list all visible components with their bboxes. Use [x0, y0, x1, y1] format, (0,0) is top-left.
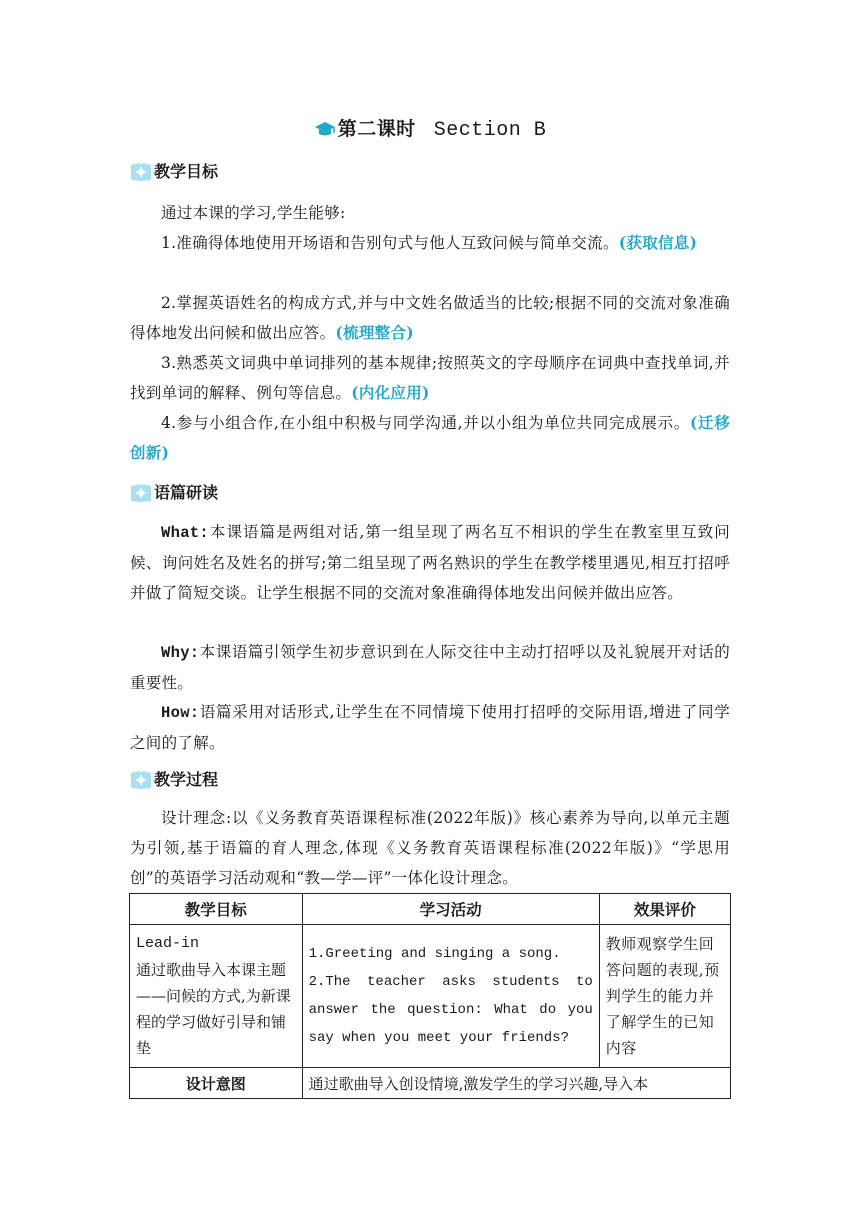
- goal-cell: [130, 925, 303, 1068]
- section-label: Section B: [433, 119, 547, 142]
- what-label: What:: [161, 524, 210, 542]
- reading-heading-text: 语篇研读: [154, 483, 219, 502]
- objective-2-tag: (梳理整合): [335, 323, 414, 342]
- objective-3-text: 3.熟悉英文词典中单词排列的基本规律;按照英文的字母顺序在词典中查找单词,并找到单词的解释、例句等信息。: [130, 354, 730, 402]
- header-activity: 学习活动: [302, 894, 599, 925]
- reading-heading: [130, 481, 218, 505]
- why-text: 本课语篇引领学生初步意识到在人际交往中主动打招呼以及礼貌展开对话的重要性。: [130, 643, 730, 692]
- objective-item-3: [130, 348, 730, 408]
- activity-1: 1.Greeting and singing a song.: [308, 946, 561, 962]
- process-heading-text: 教学过程: [154, 770, 219, 789]
- goal-text: 通过歌曲导入本课主题——问候的方式,为新课程的学习做好引导和铺垫: [136, 961, 291, 1057]
- objectives-intro: 通过本课的学习,学生能够:: [161, 204, 346, 222]
- process-heading: [130, 768, 218, 792]
- reading-how: [130, 697, 730, 758]
- header-evaluation: 效果评价: [599, 894, 730, 925]
- how-label: How:: [161, 704, 200, 722]
- objective-item-1: [130, 228, 730, 258]
- intent-row: [130, 1068, 731, 1099]
- lesson-plan-table: [129, 893, 731, 1099]
- how-text: 语篇采用对话形式,让学生在不同情境下使用打招呼的交际用语,增进了同学之间的了解。: [130, 703, 730, 752]
- objectives-heading: [130, 160, 218, 184]
- lesson-title: [0, 114, 860, 143]
- graduation-cap-icon: [314, 120, 336, 143]
- why-label: Why:: [161, 644, 200, 662]
- objective-1-tag: (获取信息): [618, 233, 698, 252]
- book-icon: [130, 162, 152, 189]
- objective-4-text: 4.参与小组合作,在小组中积极与同学沟通,并以小组为单位共同完成展示。: [161, 414, 690, 432]
- objective-3-tag: (内化应用): [351, 383, 430, 402]
- intent-text: 通过歌曲导入创设情境,激发学生的学习兴趣,导入本: [302, 1068, 730, 1099]
- table-row: [130, 925, 731, 1068]
- reading-why: [130, 637, 730, 698]
- objective-1-text: 1.准确得体地使用开场语和告别句式与他人互致问候与简单交流。: [161, 234, 619, 252]
- header-goal: 教学目标: [130, 894, 303, 925]
- activity-cell: [302, 925, 599, 1068]
- book-icon: [130, 770, 152, 797]
- activity-2: 2.The teacher asks students to answer the question: What do you say when you meet your friends?: [308, 974, 593, 1046]
- book-icon: [130, 483, 152, 510]
- reading-what: [130, 517, 730, 608]
- objectives-heading-text: 教学目标: [154, 162, 219, 181]
- lesson-label: 第二课时: [337, 118, 416, 140]
- objective-4-tag: (迁移创新): [130, 413, 731, 462]
- goal-title: Lead-in: [136, 935, 200, 952]
- evaluation-cell: 教师观察学生回答问题的表现,预判学生的能力并了解学生的已知内容: [599, 925, 730, 1068]
- objective-2-text: 2.掌握英语姓名的构成方式,并与中文姓名做适当的比较;根据不同的交流对象准确得体地发出问候和做出应答。: [130, 294, 730, 342]
- design-concept: 设计理念:以《义务教育英语课程标准(2022年版)》核心素养为导向,以单元主题为引领,基于语篇的育人理念,体现《义务教育英语课程标准(2022年版)》“学思用创”的英语学习活动观和“教—学—评”一体化设计理念。: [130, 809, 730, 887]
- what-text: 本课语篇是两组对话,第一组呈现了两名互不相识的学生在教室里互致问候、询问姓名及姓名的拼写;第二组呈现了两名熟识的学生在教学楼里遇见,相互打招呼并做了简短交谈。让学生根据不同的交流对象准确得体地发出问候并做出应答。: [130, 523, 730, 602]
- intent-label: 设计意图: [130, 1068, 303, 1099]
- objective-item-2: [130, 288, 730, 348]
- table-header-row: [130, 894, 731, 925]
- objective-item-4: [130, 408, 730, 468]
